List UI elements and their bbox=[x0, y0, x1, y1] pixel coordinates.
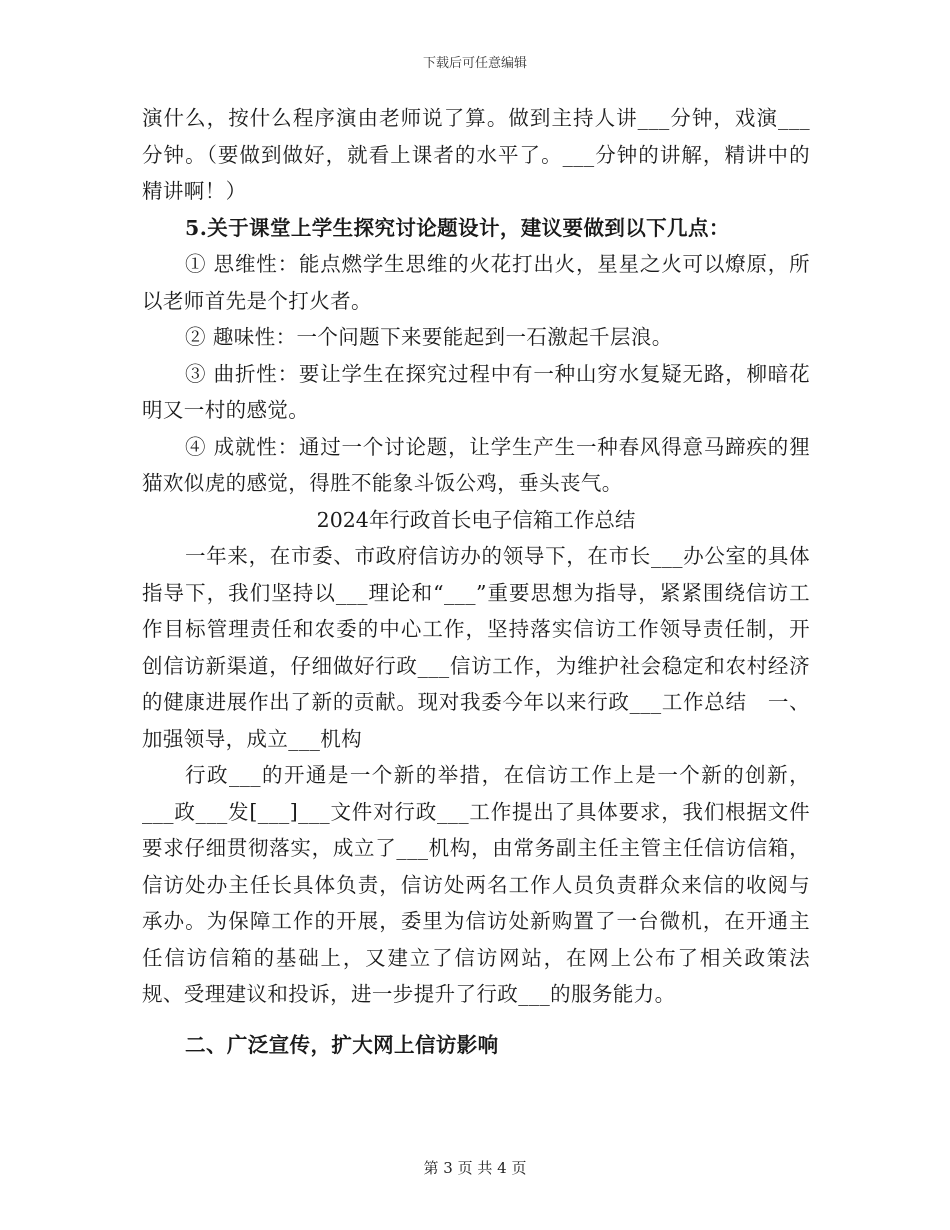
document-body bbox=[142, 100, 810, 1063]
section-heading-discussion-design: 5.关于课堂上学生探究讨论题设计，建议要做到以下几点： bbox=[185, 215, 730, 240]
list-item-achievement: ④ 成就性：通过一个讨论题，让学生产生一种春风得意马蹄疾的狸猫欢似虎的感觉，得胜不能象斗饭公鸡，垂头丧气。 bbox=[142, 434, 810, 495]
paragraph-organization: 行政___的开通是一个新的举措，在信访工作上是一个新的创新，___政___发[___]___文件对行政___工作提出了具体要求，我们根据文件要求仔细贯彻落实，成立了___机构，由常务副主任主管主任信访信箱，信访处办主任长具体负责，信访处两名工作人员负责群众来信的收阅与承办。为保障工作的开展，委里为信访处新购置了一台微机，在开通主任信访信箱的基础上，又建立了信访网站，在网上公布了相关政策法规、受理建议和投诉，进一步提升了行政___的服务能力。 bbox=[142, 763, 810, 1006]
document-title: 2024年行政首长电子信箱工作总结 bbox=[316, 507, 636, 532]
list-item-interest: ② 趣味性：一个问题下来要能起到一石激起千层浪。 bbox=[185, 325, 673, 349]
paragraph-summary-intro: 一年来，在市委、市政府信访办的领导下，在市长___办公室的具体指导下，我们坚持以___理论和“___”重要思想为指导，紧紧围绕信访工作目标管理责任和农委的中心工作，坚持落实信访工作领导责任制，开创信访新渠道，仔细做好行政___信访工作，为维护社会稳定和农村经济的健康进展作出了新的贡献。现对我委今年以来行政___工作总结 一、加强领导，成立___机构 bbox=[142, 544, 810, 751]
page-number: 第 3 页 共 4 页 bbox=[423, 1159, 527, 1177]
section-heading-publicity: 二、广泛宣传，扩大网上信访影响 bbox=[185, 1032, 499, 1057]
list-item-twists: ③ 曲折性：要让学生在探究过程中有一种山穷水复疑无路，柳暗花明又一村的感觉。 bbox=[142, 361, 810, 422]
paragraph-program: 演什么，按什么程序演由老师说了算。做到主持人讲___分钟，戏演___分钟。（要做到做好，就看上课者的水平了。___分钟的讲解，精讲中的精讲啊！） bbox=[142, 106, 810, 203]
list-item-thinking: ① 思维性：能点燃学生思维的火花打出火，星星之火可以燎原，所以老师首先是个打火者。 bbox=[142, 252, 810, 313]
page-header: 下载后可任意编辑 bbox=[422, 56, 527, 71]
